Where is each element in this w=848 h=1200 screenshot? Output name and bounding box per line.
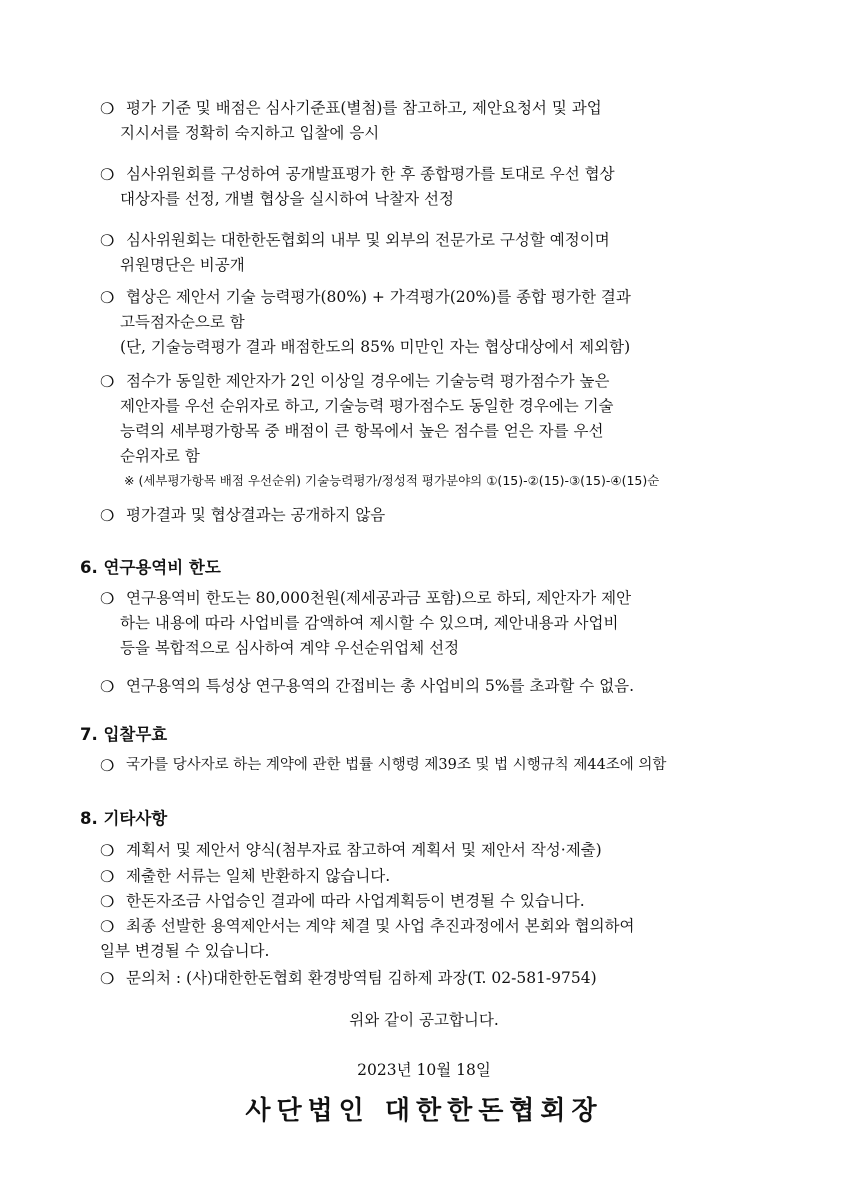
- bullet-circle-icon: ❍: [100, 231, 115, 250]
- bullet-text-line: 제안자를 우선 순위자로 하고, 기술능력 평가점수도 동일한 경우에는 기술: [120, 397, 614, 415]
- bullet-text-line: 연구용역비 한도는 80,000천원(제세공과금 포함)으로 하되, 제안자가 제안: [126, 589, 632, 607]
- bullet-text-line: 대상자를 선정, 개별 협상을 실시하여 낙찰자 선정: [120, 190, 454, 208]
- bullet-results-private: [100, 503, 770, 528]
- bullet-text-line: 국가를 당사자로 하는 계약에 관한 법률 시행령 제39조 및 법 시행규칙 제44조에 의함: [126, 757, 667, 773]
- bullet-no-return: [100, 864, 770, 889]
- bullet-circle-icon: ❍: [100, 506, 115, 525]
- bullet-proposal-change: [100, 914, 770, 964]
- bullet-text-line: 등을 복합적으로 심사하여 계약 우선순위업체 선정: [120, 639, 460, 657]
- bullet-negotiation: [100, 285, 770, 360]
- bullet-circle-icon: ❍: [100, 372, 115, 391]
- priority-note: ※ (세부평가항목 배점 우선순위) 기술능력평가/정성적 평가분야의 ①(15)-②(15)-③(15)-④(15)순: [124, 473, 660, 488]
- bullet-text-line: 협상은 제안서 기술 능력평가(80%) + 가격평가(20%)를 종합 평가한 결과: [126, 288, 631, 306]
- bullet-text-line: (단, 기술능력평가 결과 배점한도의 85% 미만인 자는 협상대상에서 제외함): [120, 338, 631, 356]
- bullet-tie-breaking: [100, 369, 770, 469]
- bullet-text-line: 심사위원회를 구성하여 공개발표평가 한 후 종합평가를 토대로 우선 협상: [126, 165, 615, 183]
- bullet-circle-icon: ❍: [100, 756, 115, 775]
- bullet-committee-members: [100, 228, 770, 278]
- closing-statement: 위와 같이 공고합니다.: [349, 1011, 499, 1029]
- bullet-text-line: 문의처 : (사)대한한돈협회 환경방역팀 김하제 과장(T. 02-581-9754): [126, 969, 597, 987]
- bullet-circle-icon: ❍: [100, 288, 115, 307]
- bullet-circle-icon: ❍: [100, 867, 115, 886]
- bullet-circle-icon: ❍: [100, 841, 115, 860]
- bullet-circle-icon: ❍: [100, 917, 115, 936]
- bullet-text-line: 위원명단은 비공개: [120, 256, 245, 274]
- bullet-evaluation-criteria: [100, 96, 770, 146]
- bullet-indirect-cost: [100, 674, 770, 699]
- bullet-review-committee: [100, 162, 770, 212]
- section-heading-budget: 6. 연구용역비 한도: [80, 558, 221, 577]
- bullet-text-line: 제출한 서류는 일체 반환하지 않습니다.: [126, 867, 391, 885]
- bullet-text-line: 평가 기준 및 배점은 심사기준표(별첨)를 참고하고, 제안요청서 및 과업: [126, 99, 602, 117]
- section-heading-invalid-bid: 7. 입찰무효: [80, 725, 168, 744]
- bullet-text-line: 평가결과 및 협상결과는 공개하지 않음: [126, 506, 386, 524]
- bullet-text-line: 계획서 및 제안서 양식(첨부자료 참고하여 계획서 및 제안서 작성·제출): [126, 841, 602, 859]
- bullet-circle-icon: ❍: [100, 677, 115, 696]
- bullet-budget-limit: [100, 586, 770, 661]
- bullet-circle-icon: ❍: [100, 589, 115, 608]
- bullet-plan-change: [100, 889, 770, 914]
- bullet-contact: [100, 966, 770, 991]
- bullet-text-line: 순위자로 함: [120, 447, 200, 465]
- bullet-circle-icon: ❍: [100, 969, 115, 988]
- bullet-text-line: 일부 변경될 수 있습니다.: [100, 942, 270, 960]
- bullet-circle-icon: ❍: [100, 99, 115, 118]
- bullet-text-line: 점수가 동일한 제안자가 2인 이상일 경우에는 기술능력 평가점수가 높은: [126, 372, 610, 390]
- bullet-circle-icon: ❍: [100, 892, 115, 911]
- bullet-legal-basis: [100, 753, 770, 778]
- bullet-text-line: 하는 내용에 따라 사업비를 감액하여 제시할 수 있으며, 제안내용과 사업비: [120, 614, 619, 632]
- bullet-text-line: 능력의 세부평가항목 중 배점이 큰 항목에서 높은 점수를 얻은 자를 우선: [120, 422, 604, 440]
- bullet-text-line: 고득점자순으로 함: [120, 313, 245, 331]
- section-heading-misc: 8. 기타사항: [80, 809, 168, 828]
- announcement-date: 2023년 10월 18일: [357, 1061, 491, 1079]
- bullet-text-line: 최종 선발한 용역제안서는 계약 체결 및 사업 추진과정에서 본회와 협의하여: [126, 917, 635, 935]
- bullet-text-line: 지시서를 정확히 숙지하고 입찰에 응시: [120, 124, 380, 142]
- organization-signature: 사단법인 대한한돈협회장: [245, 1096, 603, 1126]
- bullet-text-line: 한돈자조금 사업승인 결과에 따라 사업계획등이 변경될 수 있습니다.: [126, 892, 585, 910]
- bullet-forms: [100, 838, 770, 863]
- bullet-circle-icon: ❍: [100, 165, 115, 184]
- bullet-text-line: 연구용역의 특성상 연구용역의 간접비는 총 사업비의 5%를 초과할 수 없음.: [126, 677, 635, 695]
- bullet-text-line: 심사위원회는 대한한돈협회의 내부 및 외부의 전문가로 구성할 예정이며: [126, 231, 610, 249]
